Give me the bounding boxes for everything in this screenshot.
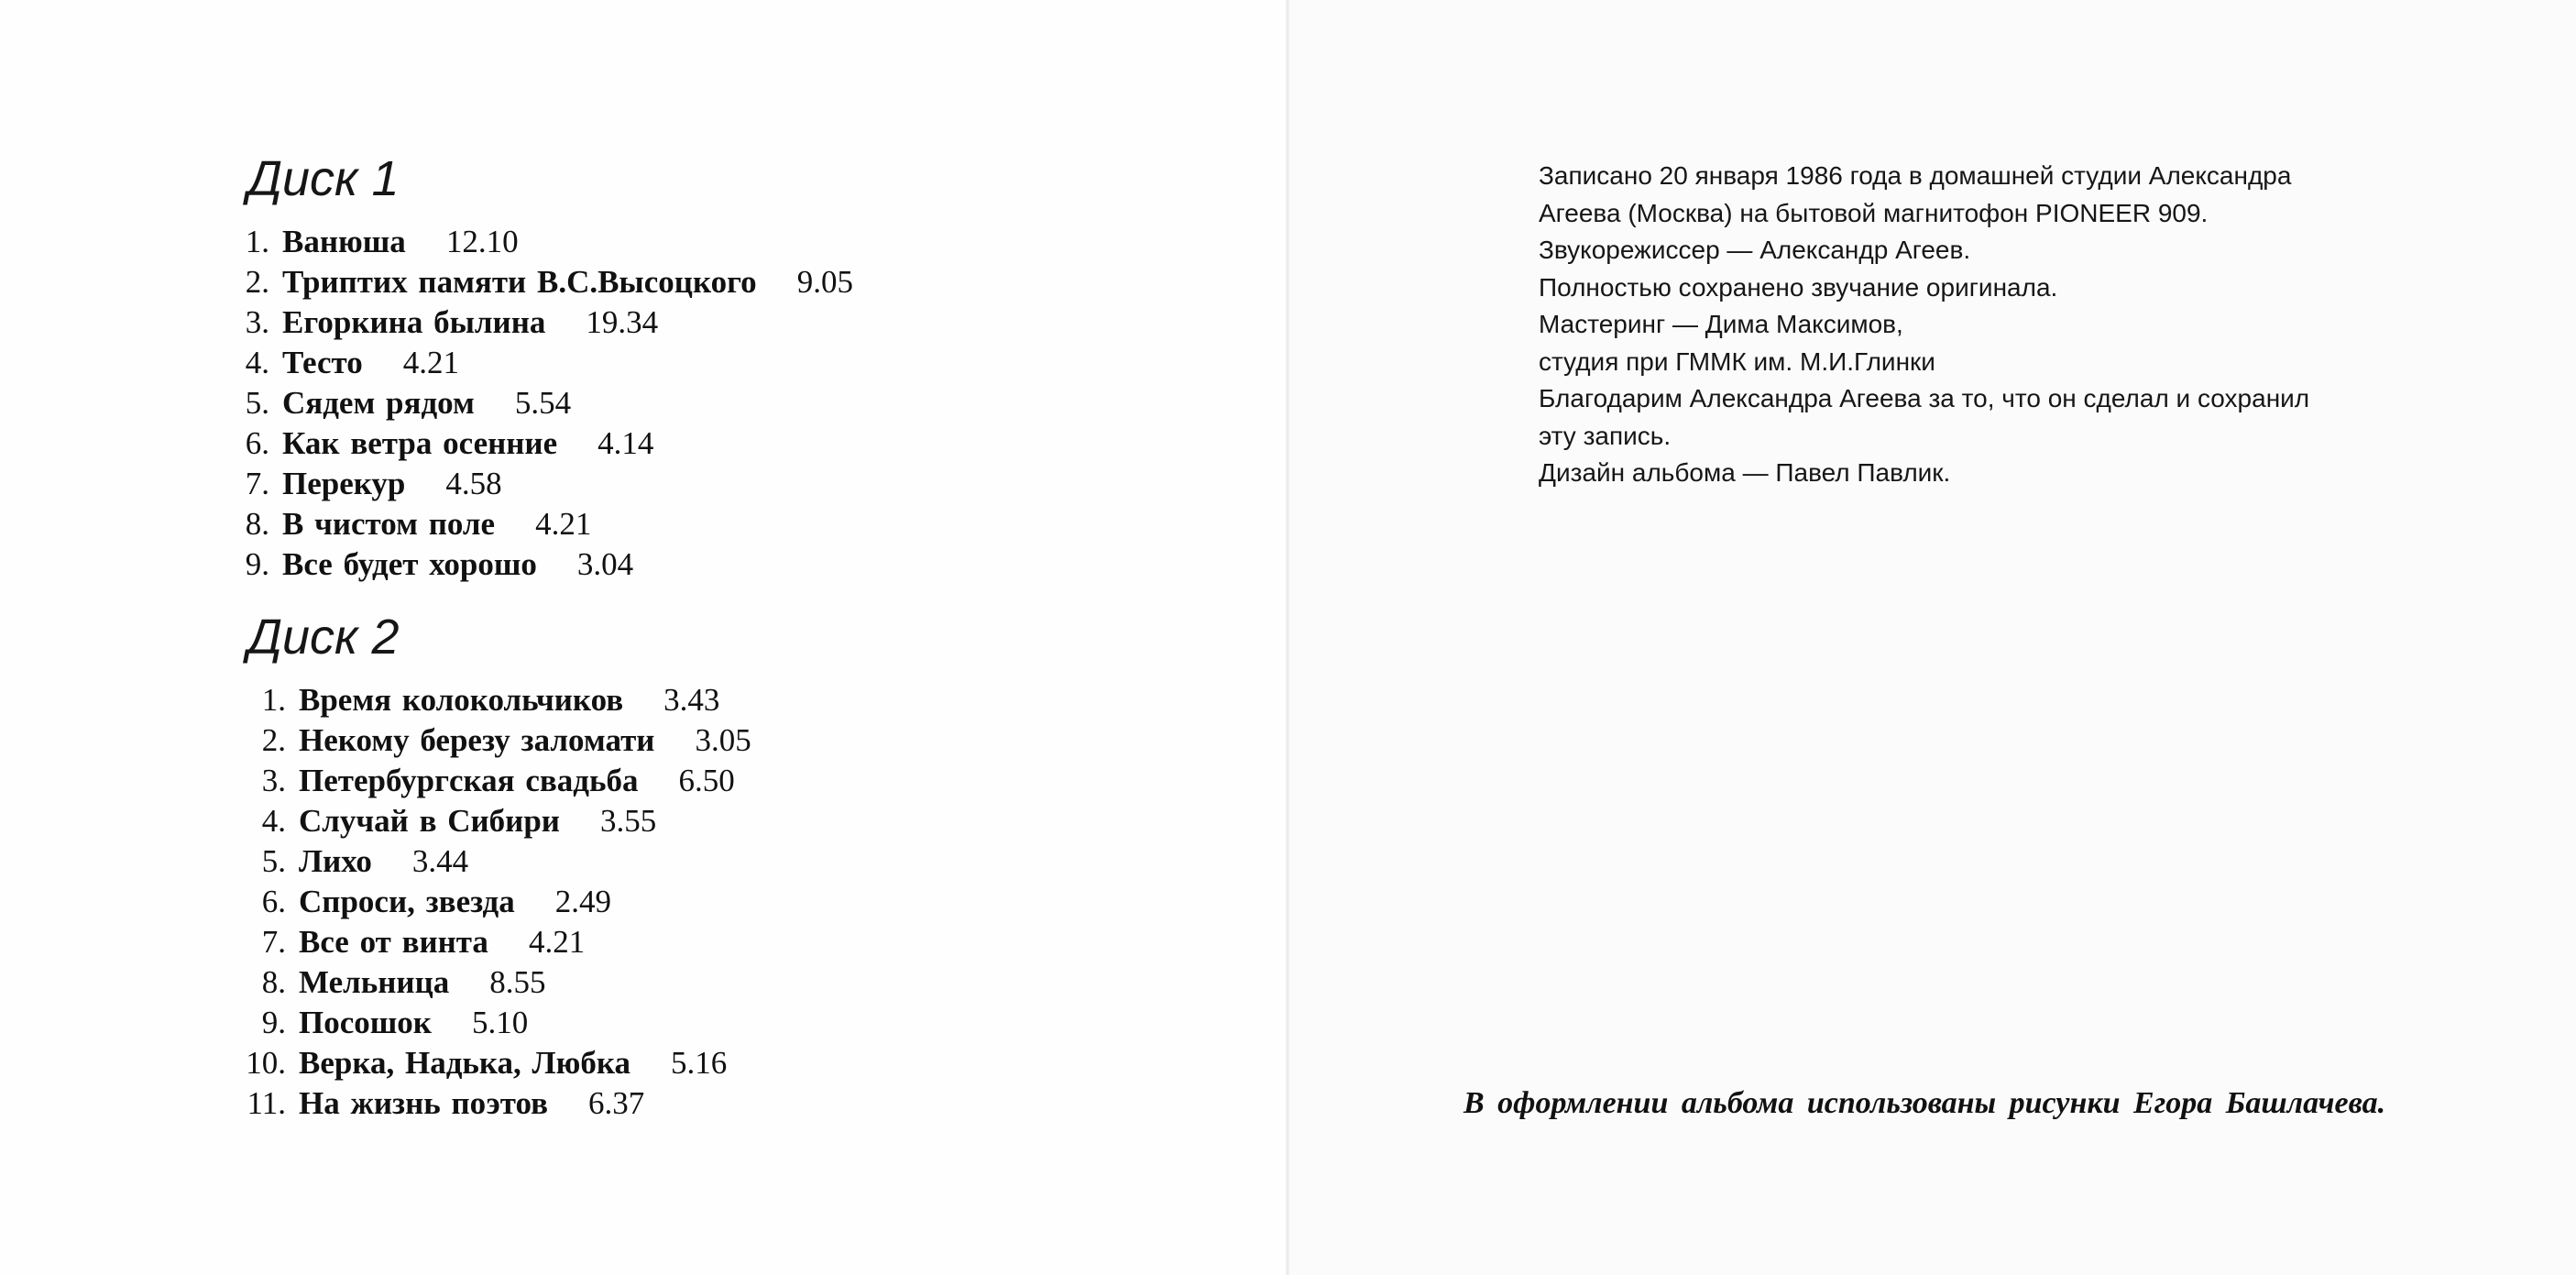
track-duration: 5.54 xyxy=(514,385,572,421)
credit-line: Дизайн альбома — Павел Павлик. xyxy=(1539,458,1951,487)
track-row xyxy=(240,962,751,1003)
credit-line: Благодарим Александра Агеева за то, что он сделал и сохранил xyxy=(1539,384,2310,412)
credit-line: Записано 20 января 1986 года в домашней студии Александра xyxy=(1539,161,2292,190)
credit-line: Полностью сохранено звучание оригинала. xyxy=(1539,272,2058,302)
disc2-title: Диск 2 xyxy=(247,610,400,665)
track-row xyxy=(240,882,751,922)
track-row xyxy=(240,383,853,423)
track-duration: 4.21 xyxy=(535,506,592,542)
track-row xyxy=(240,841,751,882)
track-number: 4. xyxy=(261,803,286,839)
credit-line: Звукорежиссер — Александр Агеев. xyxy=(1539,236,1971,264)
track-name: Время колокольчиков xyxy=(299,682,624,718)
track-name: Случай в Сибири xyxy=(299,803,560,839)
track-row xyxy=(240,1003,751,1043)
track-duration: 19.34 xyxy=(586,304,659,340)
track-row xyxy=(240,1043,751,1083)
track-row xyxy=(240,222,853,262)
track-row xyxy=(240,544,853,585)
track-number: 8. xyxy=(261,964,286,1000)
track-number: 3. xyxy=(245,304,269,340)
track-row xyxy=(240,423,853,464)
track-row xyxy=(240,801,751,841)
illustration-note: В оформлении альбома использованы рисунки Егора Башлачева. xyxy=(1463,1086,2386,1120)
track-name: Перекур xyxy=(282,466,406,501)
track-number: 6. xyxy=(261,884,286,919)
track-duration: 6.50 xyxy=(678,763,735,798)
track-row xyxy=(240,464,853,504)
track-name: Спроси, звезда xyxy=(299,884,515,919)
track-name: Ванюша xyxy=(282,224,406,259)
track-duration: 12.10 xyxy=(445,224,519,259)
track-number: 6. xyxy=(245,425,269,461)
track-duration: 3.05 xyxy=(695,722,751,758)
track-number: 11. xyxy=(247,1085,286,1121)
track-row xyxy=(240,680,751,720)
track-number: 3. xyxy=(261,763,286,798)
track-number: 9. xyxy=(245,546,269,582)
track-number: 7. xyxy=(245,466,269,501)
credits-block xyxy=(1539,158,2309,492)
track-name: На жизнь поэтов xyxy=(299,1085,548,1121)
track-number: 5. xyxy=(261,843,286,879)
track-duration: 9.05 xyxy=(796,264,853,300)
track-number: 8. xyxy=(245,506,269,542)
track-duration: 3.43 xyxy=(663,682,720,718)
track-duration: 3.55 xyxy=(599,803,657,839)
track-row xyxy=(240,302,853,343)
track-name: В чистом поле xyxy=(282,506,496,542)
track-row xyxy=(240,720,751,761)
track-number: 10. xyxy=(246,1045,286,1081)
track-row xyxy=(240,262,853,302)
track-number: 7. xyxy=(261,924,286,960)
track-duration: 4.14 xyxy=(597,425,654,461)
disc2-tracklist xyxy=(240,680,751,1124)
track-name: Некому березу заломати xyxy=(299,722,655,758)
page-fold xyxy=(1286,0,1289,1275)
track-name: Как ветра осенние xyxy=(282,425,558,461)
track-name: Мельница xyxy=(299,964,450,1000)
track-duration: 5.10 xyxy=(471,1005,529,1040)
track-name: Лихо xyxy=(299,843,372,879)
credit-line: Агеева (Москва) на бытовой магнитофон PIONEER 909. xyxy=(1539,198,2209,227)
track-row xyxy=(240,922,751,962)
credit-line: студия при ГММК им. М.И.Глинки xyxy=(1539,346,1935,376)
track-number: 9. xyxy=(261,1005,286,1040)
track-number: 4. xyxy=(245,345,269,380)
track-duration: 5.16 xyxy=(671,1045,728,1081)
track-name: Триптих памяти В.С.Высоцкого xyxy=(282,264,757,300)
track-name: Егоркина былина xyxy=(282,304,546,340)
track-name: Верка, Надька, Любка xyxy=(299,1045,631,1081)
track-name: Тесто xyxy=(282,345,363,380)
track-duration: 3.44 xyxy=(411,843,469,879)
track-duration: 6.37 xyxy=(588,1085,645,1121)
track-row xyxy=(240,343,853,383)
track-row xyxy=(240,504,853,544)
track-duration: 8.55 xyxy=(489,964,546,1000)
track-name: Петербургская свадьба xyxy=(299,763,639,798)
track-duration: 3.04 xyxy=(576,546,634,582)
track-name: Сядем рядом xyxy=(282,385,475,421)
credit-line: Мастеринг — Дима Максимов, xyxy=(1539,310,1903,338)
track-row xyxy=(240,1083,751,1124)
track-number: 2. xyxy=(261,722,286,758)
disc1-tracklist xyxy=(240,222,853,585)
track-duration: 4.58 xyxy=(445,466,502,501)
track-duration: 4.21 xyxy=(402,345,459,380)
track-number: 1. xyxy=(261,682,286,718)
track-name: Все от винта xyxy=(299,924,488,960)
track-number: 2. xyxy=(245,264,269,300)
track-number: 1. xyxy=(245,224,269,259)
track-name: Посошок xyxy=(299,1005,432,1040)
disc1-title: Диск 1 xyxy=(247,151,400,206)
track-number: 5. xyxy=(245,385,269,421)
track-duration: 2.49 xyxy=(554,884,611,919)
track-name: Все будет хорошо xyxy=(282,546,537,582)
track-duration: 4.21 xyxy=(528,924,586,960)
track-row xyxy=(240,761,751,801)
credit-line: эту запись. xyxy=(1539,421,1672,450)
